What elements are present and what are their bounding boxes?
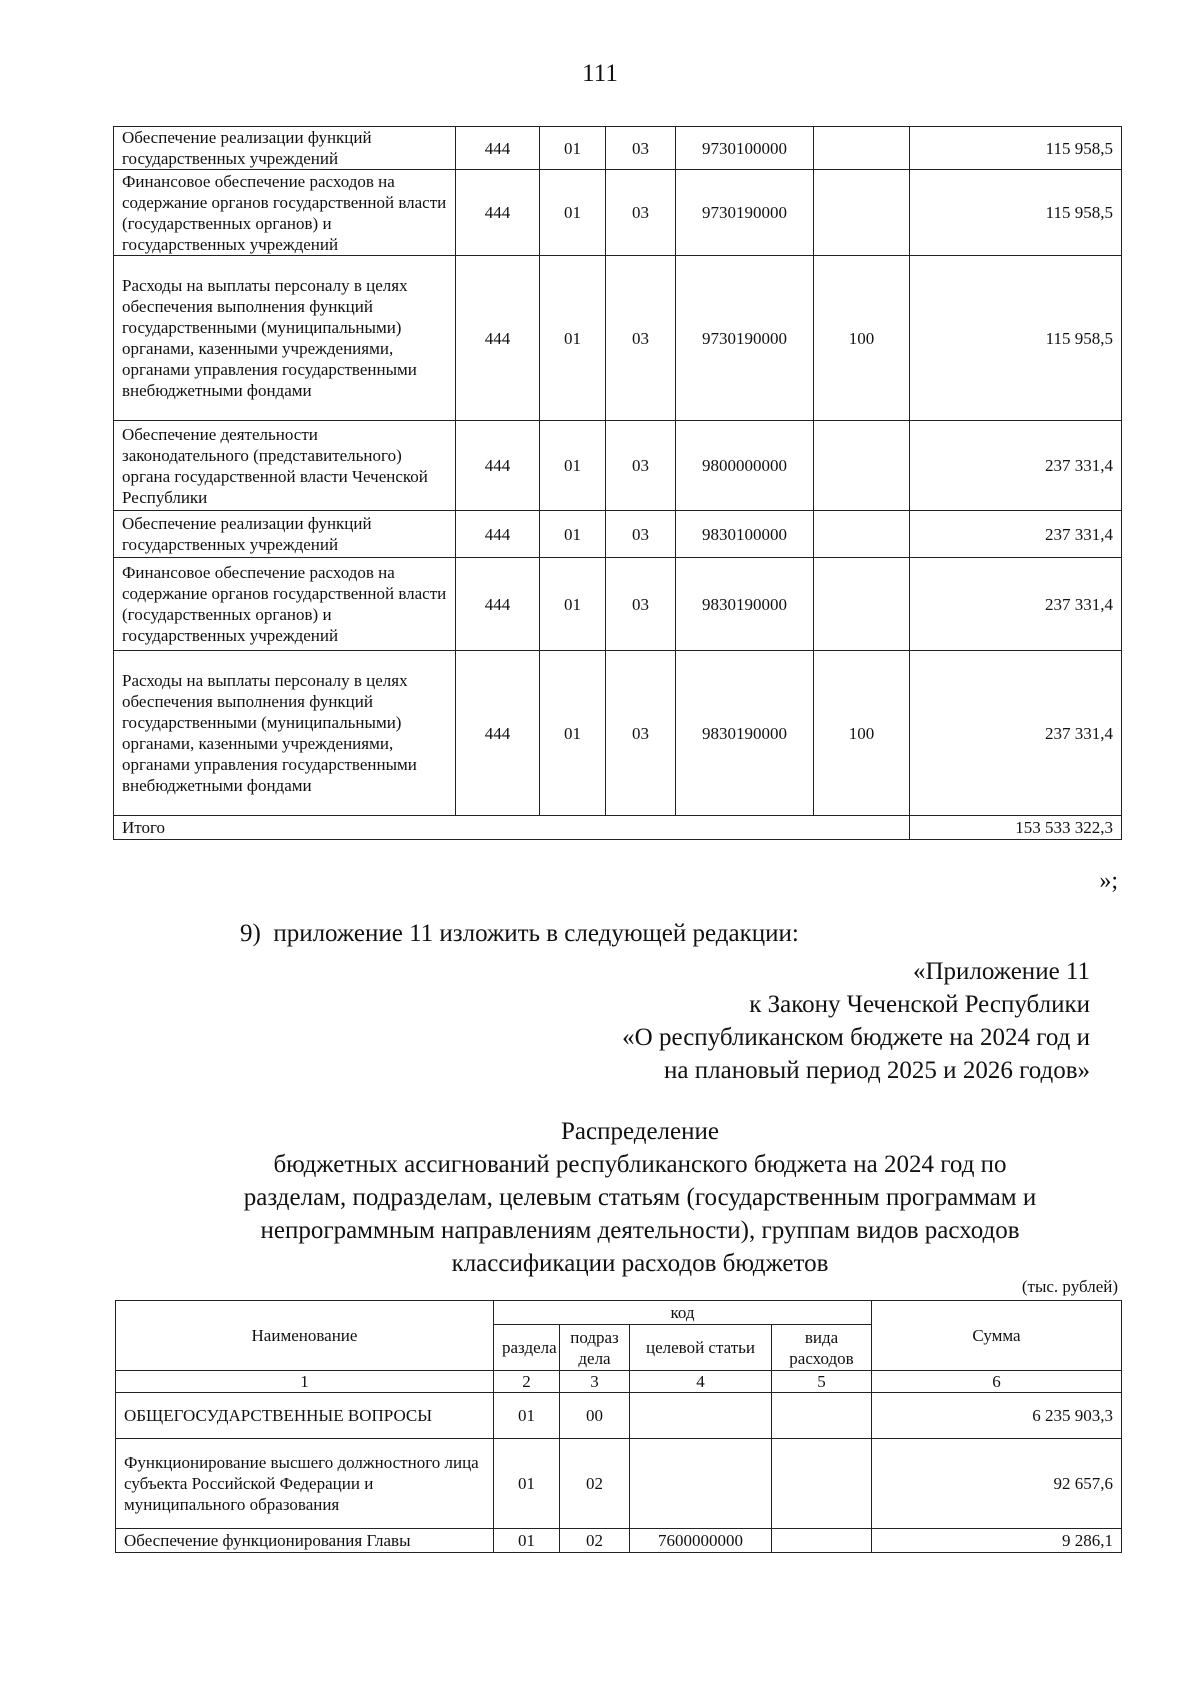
- title-line: непрограммным направлениям деятельности), группам видов расходов: [260, 1217, 1020, 1244]
- amount: 237 331,4: [910, 511, 1122, 558]
- table-row: [114, 127, 1122, 170]
- target-article-code: [630, 1439, 772, 1529]
- podrazdel-code: 03: [606, 127, 676, 170]
- column-number: 3: [560, 1371, 630, 1393]
- table-row: [116, 1529, 1122, 1553]
- target-article-code: 9730190000: [676, 170, 814, 256]
- appendix-line: «Приложение 11: [912, 958, 1090, 985]
- razdel-code: 01: [540, 558, 606, 651]
- podrazdel-code: 03: [606, 651, 676, 816]
- row-name: Обеспечение реализации функций государственных учреждений: [114, 511, 456, 558]
- podrazdel-code: 00: [560, 1393, 630, 1439]
- razdel-code: 01: [540, 421, 606, 511]
- expense-type-code: 100: [814, 651, 910, 816]
- grbs-code: 444: [456, 421, 540, 511]
- amendment-item: 9) приложение 11 изложить в следующей редакции:: [240, 920, 799, 947]
- row-name: Обеспечение функционирования Главы: [116, 1529, 494, 1553]
- target-article-code: 9830100000: [676, 511, 814, 558]
- target-article-code: 9730100000: [676, 127, 814, 170]
- header-celevoy: целевой статьи: [630, 1325, 772, 1371]
- podrazdel-code: 03: [606, 170, 676, 256]
- target-article-code: 9830190000: [676, 558, 814, 651]
- podrazdel-code: 03: [606, 421, 676, 511]
- title-line: разделам, подразделам, целевым статьям (государственным программам и: [243, 1184, 1037, 1211]
- grbs-code: 444: [456, 127, 540, 170]
- amount: 115 958,5: [910, 127, 1122, 170]
- podrazdel-code: 03: [606, 558, 676, 651]
- table-row: [116, 1439, 1122, 1529]
- grbs-code: 444: [456, 511, 540, 558]
- razdel-code: 01: [540, 170, 606, 256]
- row-name: Обеспечение реализации функций государственных учреждений: [114, 127, 456, 170]
- podrazdel-code: 03: [606, 256, 676, 421]
- table-row: [114, 558, 1122, 651]
- podrazdel-code: 02: [560, 1439, 630, 1529]
- expense-type-code: [814, 558, 910, 651]
- closing-quote-mark: »;: [1099, 868, 1118, 894]
- column-number: 2: [494, 1371, 560, 1393]
- row-name: ОБЩЕГОСУДАРСТВЕННЫЕ ВОПРОСЫ: [116, 1393, 494, 1439]
- target-article-code: [630, 1393, 772, 1439]
- expense-type-code: [814, 170, 910, 256]
- amount: 6 235 903,3: [872, 1393, 1122, 1439]
- razdel-code: 01: [540, 127, 606, 170]
- row-name: Обеспечение деятельности законодательного (представительного) органа государственной власти Чеченской Республики: [114, 421, 456, 511]
- target-article-code: 9830190000: [676, 651, 814, 816]
- amount: 115 958,5: [910, 170, 1122, 256]
- header-podrazdel: подраз дела: [560, 1325, 630, 1371]
- amount: 92 657,6: [872, 1439, 1122, 1529]
- document-title: [150, 1115, 1130, 1280]
- target-article-code: 9800000000: [676, 421, 814, 511]
- appendix-line: на плановый период 2025 и 2026 годов»: [664, 1057, 1090, 1084]
- target-article-code: 7600000000: [630, 1529, 772, 1553]
- total-label: Итого: [114, 816, 910, 840]
- column-number: 1: [116, 1371, 494, 1393]
- row-name: Финансовое обеспечение расходов на содержание органов государственной власти (государственных органов) и государственных учреждений: [114, 558, 456, 651]
- amount: 237 331,4: [910, 421, 1122, 511]
- razdel-code: 01: [494, 1439, 560, 1529]
- table-row: [116, 1393, 1122, 1439]
- razdel-code: 01: [494, 1529, 560, 1553]
- header-name: Наименование: [116, 1301, 494, 1371]
- title-line: бюджетных ассигнований республиканского бюджета на 2024 год по: [273, 1151, 1007, 1178]
- column-number: 5: [772, 1371, 872, 1393]
- amount: 237 331,4: [910, 651, 1122, 816]
- header-razdel: раздела: [494, 1325, 560, 1371]
- table-row: [114, 651, 1122, 816]
- expense-type-code: [772, 1529, 872, 1553]
- expense-type-code: 100: [814, 256, 910, 421]
- appendix-heading: [622, 955, 1090, 1087]
- table-row: [114, 421, 1122, 511]
- appendix-line: к Закону Чеченской Республики: [749, 991, 1090, 1018]
- razdel-code: 01: [540, 651, 606, 816]
- units-label: (тыс. рублей): [1021, 1277, 1118, 1296]
- expenditure-table-continued: [113, 126, 1122, 840]
- amount: 237 331,4: [910, 558, 1122, 651]
- target-article-code: 9730190000: [676, 256, 814, 421]
- row-name: Финансовое обеспечение расходов на содержание органов государственной власти (государственных органов) и государственных учреждений: [114, 170, 456, 256]
- table-row: [114, 511, 1122, 558]
- expense-type-code: [814, 127, 910, 170]
- amount: 9 286,1: [872, 1529, 1122, 1553]
- header-code: код: [494, 1301, 872, 1325]
- razdel-code: 01: [494, 1393, 560, 1439]
- expense-type-code: [814, 421, 910, 511]
- row-name: Функционирование высшего должностного лица субъекта Российской Федерации и муниципального образования: [116, 1439, 494, 1529]
- razdel-code: 01: [540, 511, 606, 558]
- table-row: [114, 256, 1122, 421]
- row-name: Расходы на выплаты персоналу в целях обеспечения выполнения функций государственными (муниципальными) органами, казенными учреждениями, органами управления государственными внебюджетными фондами: [114, 651, 456, 816]
- grbs-code: 444: [456, 256, 540, 421]
- amount: 115 958,5: [910, 256, 1122, 421]
- header-sum: Сумма: [872, 1301, 1122, 1371]
- grbs-code: 444: [456, 558, 540, 651]
- appendix-line: «О республиканском бюджете на 2024 год и: [622, 1024, 1090, 1051]
- budget-distribution-table: [115, 1300, 1122, 1553]
- grbs-code: 444: [456, 170, 540, 256]
- total-amount: 153 533 322,3: [910, 816, 1122, 840]
- expense-type-code: [772, 1439, 872, 1529]
- page-number: 111: [582, 60, 618, 87]
- title-line: классификации расходов бюджетов: [451, 1250, 829, 1277]
- header-vida: вида расходов: [772, 1325, 872, 1371]
- column-number: 6: [872, 1371, 1122, 1393]
- razdel-code: 01: [540, 256, 606, 421]
- row-name: Расходы на выплаты персоналу в целях обеспечения выполнения функций государственными (муниципальными) органами, казенными учреждениями, органами управления государственными внебюджетными фондами: [114, 256, 456, 421]
- podrazdel-code: 02: [560, 1529, 630, 1553]
- grbs-code: 444: [456, 651, 540, 816]
- column-number: 4: [630, 1371, 772, 1393]
- podrazdel-code: 03: [606, 511, 676, 558]
- expense-type-code: [772, 1393, 872, 1439]
- expense-type-code: [814, 511, 910, 558]
- title-line: Распределение: [561, 1118, 719, 1145]
- total-row: [114, 816, 1122, 840]
- table-row: [114, 170, 1122, 256]
